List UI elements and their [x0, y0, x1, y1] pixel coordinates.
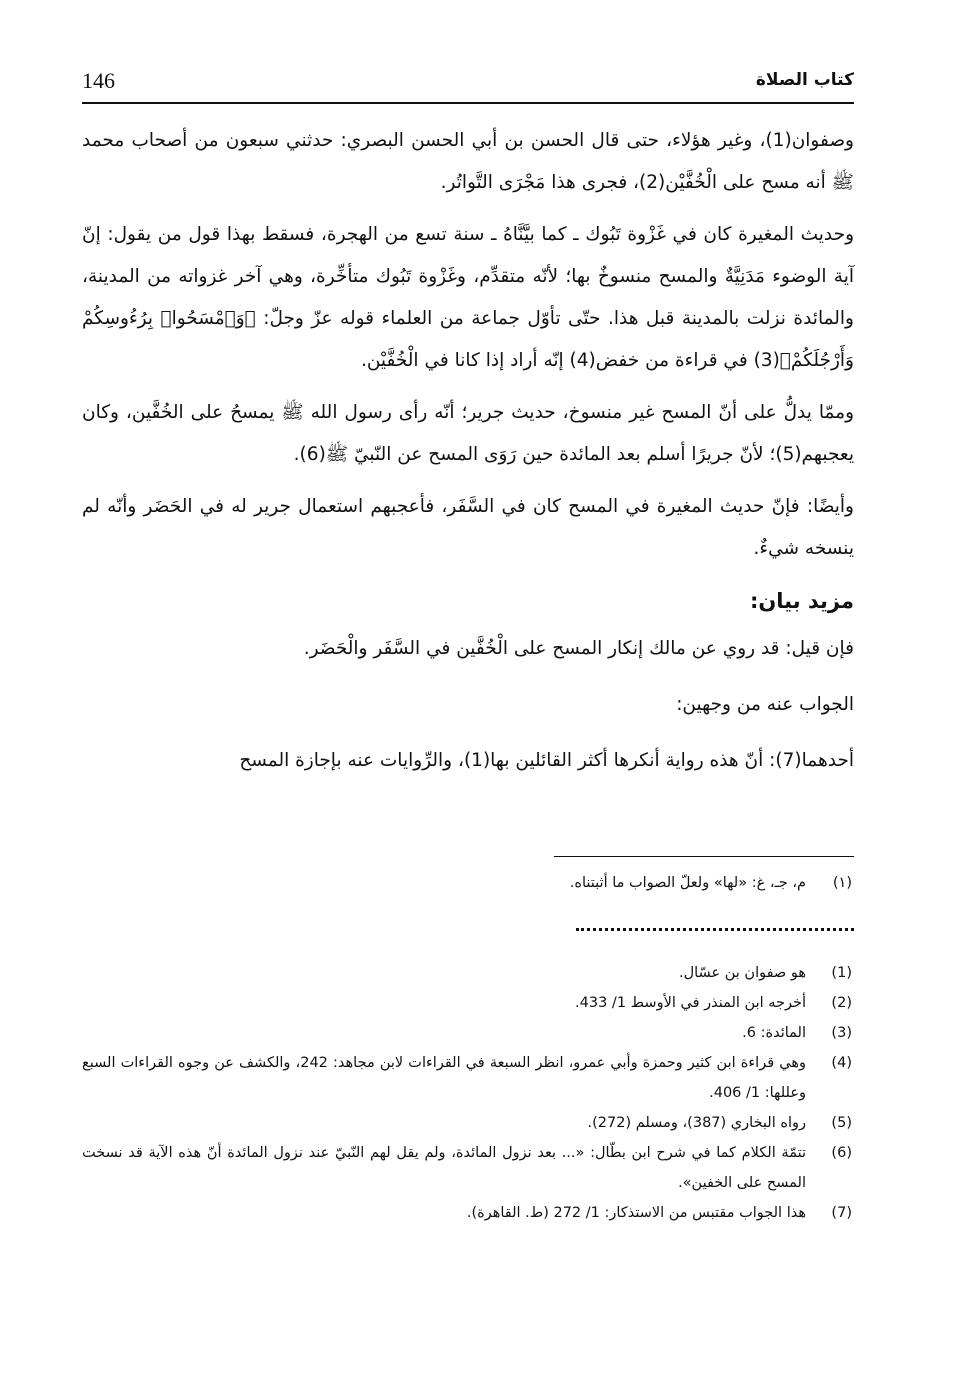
variant-notes — [82, 868, 854, 898]
footnote-mark: (3) — [831, 1025, 852, 1041]
footnote-text: رواه البخاري (387)، ومسلم (272). — [587, 1115, 806, 1131]
footnote-5 — [82, 1108, 854, 1138]
footnote-text: وهي قراءة ابن كثير وحمزة وأبي عمرو، انظر السبعة في القراءات لابن مجاهد: 242، والكشف عن وجوه القراءات السبع وعللها: 1/ 406. — [82, 1055, 806, 1101]
footnote-2 — [82, 988, 854, 1018]
running-title: كتاب الصلاة — [755, 70, 854, 90]
paragraph-4: وأيضًا: فإنّ حديث المغيرة في المسح كان في السَّفَر، فأعجبهم استعمال جرير له في الحَضَر وأنّه لم ينسخه شيءٌ. — [82, 496, 854, 559]
footnote-mark: (2) — [831, 995, 852, 1011]
footnote-4 — [82, 1048, 854, 1108]
paragraph-2: وحديث المغيرة كان في غَزْوة تَبُوك ـ كما بيَّنَّاهُ ـ سنة تسع من الهجرة، فسقط بهذا قول من يقول: إنّ آية الوضوء مَدَنِيَّةٌ والمسح منسوخٌ بها؛ لأنّه متقدِّم، وغَزْوة تَبُوك متأخِّرة، وهي آخر غزواته من المدينة، والمائدة نزلت بالمدينة قبل هذا. حتّى تأوّل جماعة من العلماء قوله عزّ وجلّ: ﴿وَٱمْسَحُوا۟ بِرُءُوسِكُمْ وَأَرْجُلَكُمْ﴾(3) في قراءة من خفض(4) إنّه أراد إذا كانا في الْخُفَّيْن. — [82, 224, 854, 371]
footnote-1 — [82, 958, 854, 988]
main-text — [82, 120, 854, 792]
paragraph-6: الجواب عنه من وجهين: — [676, 694, 854, 715]
paragraph-5: فإن قيل: قد روي عن مالك إنكار المسح على الْخُفَّين في السَّفَر والْحَضَر. — [303, 638, 854, 659]
page-number: 146 — [82, 68, 115, 93]
footnote-text: هذا الجواب مقتبس من الاستذكار: 1/ 272 (ط. القاهرة). — [466, 1205, 806, 1221]
footnote-mark: (1) — [831, 965, 852, 981]
paragraph-1: وصفوان(1)، وغير هؤلاء، حتى قال الحسن بن أبي الحسن البصري: حدثني سبعون من أصحاب محمد ﷺ أنه مسح على الْخُفَّيْن(2)، فجرى هذا مَجْرَى التَّواتُر. — [82, 130, 854, 193]
dotted-separator — [576, 928, 854, 931]
footnote-7 — [82, 1198, 854, 1228]
footnotes-divider — [554, 856, 854, 857]
footnotes — [82, 958, 854, 1228]
footnote-text: أخرجه ابن المنذر في الأوسط 1/ 433. — [575, 995, 806, 1011]
footnote-3 — [82, 1018, 854, 1048]
paragraph-7: أحدهما(7): أنّ هذه رواية أنكرها أكثر القائلين بها(1)، والرِّوايات عنه بإجازة المسح — [239, 750, 854, 771]
variant-note-mark: (١) — [832, 875, 852, 891]
paragraph-3: وممّا يدلُّ على أنّ المسح غير منسوخ، حديث جرير؛ أنّه رأى رسول الله ﷺ يمسحُ على الخُفَّين، وكان يعجبهم(5)؛ لأنّ جريرًا أسلم بعد المائدة حين رَوَى المسح عن النّبيّ ﷺ(6). — [82, 402, 854, 465]
variant-note-text: م، جـ، غ: «لها» ولعلّ الصواب ما أثبتناه. — [569, 875, 806, 891]
section-heading: مزيد بيان: — [749, 589, 854, 613]
footnote-text: تتمّة الكلام كما في شرح ابن بطّال: «... بعد نزول المائدة، ولم يقل لهم النّبيّ عند نزول المائدة أنّ هذه الآية قد نسخت المسح على الخفين». — [82, 1145, 806, 1191]
footnote-text: هو صفوان بن عسّال. — [678, 965, 806, 981]
footnote-mark: (7) — [831, 1205, 852, 1221]
variant-note — [82, 868, 854, 898]
footnote-text: المائدة: 6. — [742, 1025, 806, 1041]
footnote-mark: (5) — [831, 1115, 852, 1131]
footnote-mark: (6) — [831, 1145, 852, 1161]
footnote-mark: (4) — [831, 1055, 852, 1071]
page-header — [82, 62, 854, 104]
footnote-6 — [82, 1138, 854, 1198]
